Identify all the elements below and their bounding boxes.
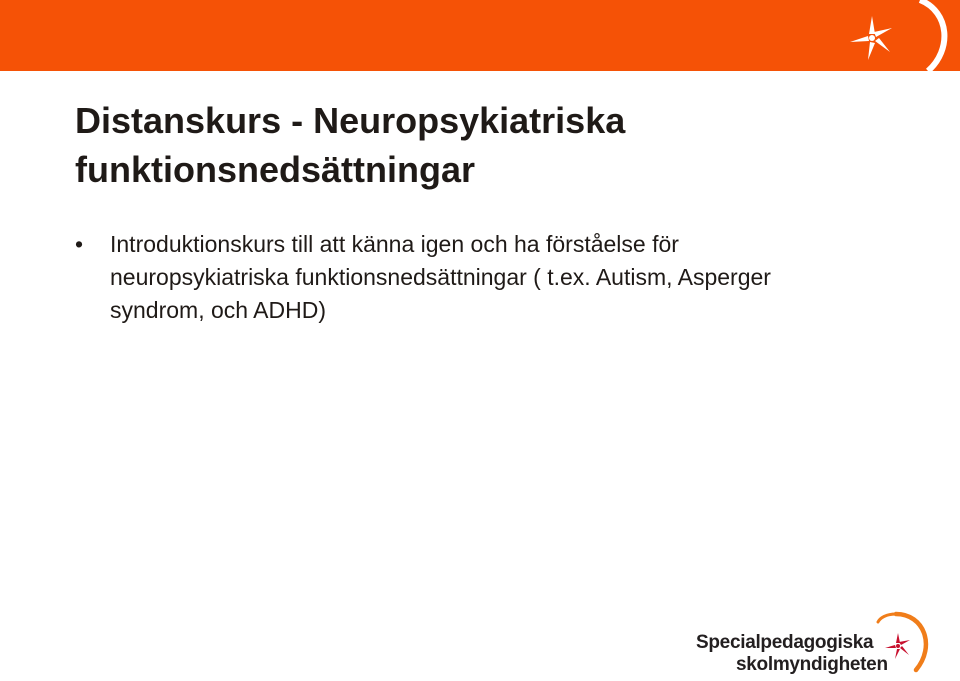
star-swirl-icon [820, 0, 960, 71]
page-title [75, 96, 895, 194]
bullet-list [75, 228, 855, 327]
footer-logo-text [696, 632, 886, 676]
title-line-1: Distanskurs - Neuropsykiatriska [75, 100, 626, 141]
footer-logo [696, 608, 936, 678]
star-swirl-icon [874, 608, 934, 678]
bullet-icon: • [75, 231, 84, 257]
footer-logo-line-1: Specialpedagogiska [696, 632, 874, 653]
footer-logo-line-2: skolmyndigheten [736, 654, 888, 675]
top-banner [0, 0, 960, 71]
list-item [75, 228, 855, 327]
bullet-text: Introduktionskurs till att känna igen och ha förståelse för neuropsykiatriska funktionsnedsättningar ( t.ex. Autism, Asperger syndrom, och ADHD) [110, 231, 771, 323]
title-line-2: funktionsnedsättningar [75, 149, 476, 190]
